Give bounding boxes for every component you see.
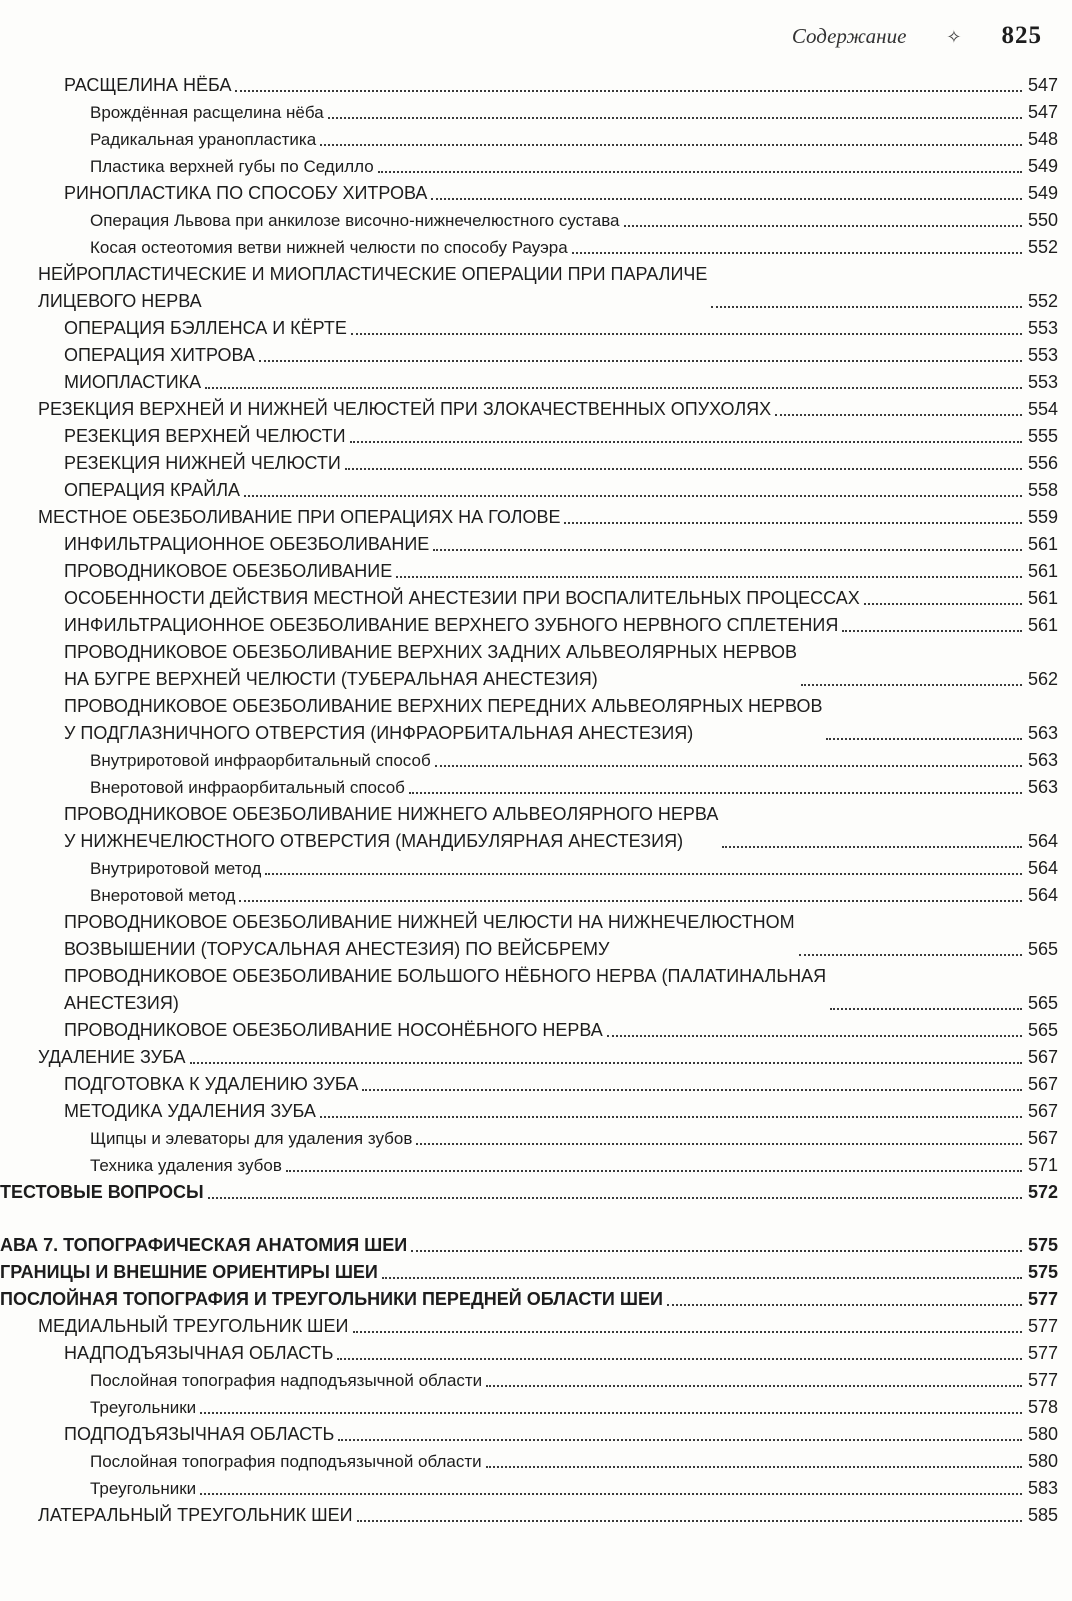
dot-leader [826, 738, 1021, 740]
dot-leader [200, 1493, 1022, 1495]
dot-leader [830, 1008, 1022, 1010]
dot-leader [259, 360, 1022, 362]
toc-entry-page: 559 [1027, 507, 1058, 527]
dot-leader [607, 1035, 1022, 1037]
dot-leader [411, 1250, 1022, 1252]
toc-entry-title: УДАЛЕНИЕ ЗУБА [38, 1047, 186, 1067]
toc-entry-page: 577 [1027, 1316, 1058, 1336]
toc-entry-page: 567 [1027, 1101, 1058, 1121]
toc-entry-title: МИОПЛАСТИКА [64, 372, 202, 392]
toc-entry-title: Пластика верхней губы по Седилло [90, 157, 374, 176]
toc-entry[interactable] [0, 1125, 1058, 1152]
toc-entry[interactable] [0, 747, 1058, 774]
dot-leader [320, 1116, 1022, 1118]
toc-entry-page: 577 [1027, 1289, 1058, 1309]
toc-entry-title: ПРОВОДНИКОВОЕ ОБЕЗБОЛИВАНИЕ НИЖНЕГО АЛЬВЕОЛЯРНОГО НЕРВА У НИЖНЕЧЕЛЮСТНОГО ОТВЕРСТИЯ (МАНДИБУЛЯРНАЯ АНЕСТЕЗИЯ) [64, 804, 719, 851]
toc-entry-title: Щипцы и элеваторы для удаления зубов [90, 1129, 413, 1148]
toc-entry-page: 548 [1027, 129, 1058, 149]
dot-leader [205, 387, 1022, 389]
toc-entry[interactable] [0, 1313, 1058, 1340]
toc-entry[interactable] [0, 774, 1058, 801]
toc-entry[interactable] [0, 963, 1058, 1017]
toc-entry-title: ПРОВОДНИКОВОЕ ОБЕЗБОЛИВАНИЕ ВЕРХНИХ ЗАДНИХ АЛЬВЕОЛЯРНЫХ НЕРВОВ НА БУГРЕ ВЕРХНЕЙ ЧЕЛЮСТИ (ТУБЕРАЛЬНАЯ АНЕСТЕЗИЯ) [64, 642, 797, 689]
toc-entry-title: РЕЗЕКЦИЯ ВЕРХНЕЙ И НИЖНЕЙ ЧЕЛЮСТЕЙ ПРИ ЗЛОКАЧЕСТВЕННЫХ ОПУХОЛЯХ [38, 399, 772, 419]
dot-leader [200, 1412, 1022, 1414]
toc-entry-page: 567 [1027, 1074, 1058, 1094]
toc-entry-page: 572 [1027, 1182, 1058, 1202]
toc-entry[interactable] [0, 1502, 1058, 1529]
toc-entry-page: 553 [1027, 345, 1058, 365]
toc-entry[interactable] [0, 504, 1058, 531]
page-number: 825 [1001, 22, 1042, 49]
toc-entry[interactable] [0, 1367, 1058, 1394]
dot-leader [244, 495, 1022, 497]
toc-entry[interactable] [0, 153, 1058, 180]
dot-leader [842, 630, 1022, 632]
toc-entry-title: ПРОВОДНИКОВОЕ ОБЕЗБОЛИВАНИЕ НИЖНЕЙ ЧЕЛЮСТИ НА НИЖНЕЧЕЛЮСТНОМ ВОЗВЫШЕНИИ (ТОРУСАЛЬНАЯ АНЕСТЕЗИЯ) ПО ВЕЙСБРЕМУ [64, 912, 795, 959]
toc-entry-page: 565 [1027, 1020, 1058, 1040]
toc-entry-page: 547 [1027, 102, 1058, 122]
dot-leader [345, 468, 1022, 470]
dot-leader [265, 873, 1022, 875]
toc-entry[interactable] [0, 1475, 1058, 1502]
dot-leader [396, 576, 1022, 578]
toc-entry-page: 563 [1027, 750, 1058, 770]
dot-leader [239, 900, 1021, 902]
toc-entry[interactable] [0, 1421, 1058, 1448]
toc-entry[interactable] [0, 531, 1058, 558]
dot-leader [337, 1358, 1022, 1360]
dot-leader [338, 1439, 1022, 1441]
toc-entry-title: Треугольники [90, 1479, 197, 1498]
dot-leader [431, 198, 1022, 200]
toc-entry[interactable] [0, 1179, 1058, 1206]
toc-entry-page: 553 [1027, 372, 1058, 392]
dot-leader [564, 522, 1021, 524]
toc-entry[interactable] [0, 450, 1058, 477]
toc-entry-title: ПОДГОТОВКА К УДАЛЕНИЮ ЗУБА [64, 1074, 359, 1094]
dot-leader [435, 765, 1022, 767]
toc-entry-title: МЕТОДИКА УДАЛЕНИЯ ЗУБА [64, 1101, 316, 1121]
toc-entry-title: Косая остеотомия ветви нижней челюсти по способу Рауэра [90, 238, 568, 257]
toc-entry-page: 564 [1027, 831, 1058, 851]
toc-entry[interactable] [0, 126, 1058, 153]
toc-entry-page: 562 [1027, 669, 1058, 689]
toc-entry-page: 561 [1027, 615, 1058, 635]
toc-entry-page: 563 [1027, 777, 1058, 797]
toc-entry-page: 556 [1027, 453, 1058, 473]
toc-entry[interactable] [0, 72, 1058, 99]
toc-entry-page: 552 [1027, 237, 1058, 257]
toc-entry[interactable] [0, 909, 1058, 963]
toc-entry-page: 575 [1027, 1262, 1058, 1282]
toc-entry[interactable] [0, 99, 1058, 126]
dot-leader [382, 1277, 1022, 1279]
toc-entry[interactable] [0, 1071, 1058, 1098]
toc-entry-page: 561 [1027, 534, 1058, 554]
toc-entry-title: ЛАТЕРАЛЬНЫЙ ТРЕУГОЛЬНИК ШЕИ [38, 1505, 353, 1525]
toc-entry-title: ОПЕРАЦИЯ КРАЙЛА [64, 480, 241, 500]
toc-entry-title: РИНОПЛАСТИКА ПО СПОСОБУ ХИТРОВА [64, 183, 428, 203]
dot-leader [190, 1062, 1022, 1064]
toc-entry-title: ИНФИЛЬТРАЦИОННОЕ ОБЕЗБОЛИВАНИЕ ВЕРХНЕГО ЗУБНОГО НЕРВНОГО СПЛЕТЕНИЯ [64, 615, 839, 635]
toc-entry-title: РЕЗЕКЦИЯ ВЕРХНЕЙ ЧЕЛЮСТИ [64, 426, 346, 446]
dot-leader [486, 1385, 1022, 1387]
toc-entry-page: 575 [1027, 1235, 1058, 1255]
dot-leader [350, 441, 1022, 443]
toc-entry-page: 561 [1027, 588, 1058, 608]
toc-entry[interactable] [0, 207, 1058, 234]
running-head: Содержание [791, 24, 907, 48]
toc-entry[interactable] [0, 369, 1058, 396]
toc-entry[interactable] [0, 1448, 1058, 1475]
toc-entry-page: 565 [1027, 993, 1058, 1013]
toc-entry[interactable] [0, 342, 1058, 369]
toc-entry[interactable] [0, 1340, 1058, 1367]
toc-entry-page: 549 [1027, 183, 1058, 203]
toc-entry-page: 577 [1027, 1343, 1058, 1363]
toc-entry-title: ПРОВОДНИКОВОЕ ОБЕЗБОЛИВАНИЕ ВЕРХНИХ ПЕРЕДНИХ АЛЬВЕОЛЯРНЫХ НЕРВОВ У ПОДГЛАЗНИЧНОГО ОТВЕРСТИЯ (ИНФРАОРБИТАЛЬНАЯ АНЕСТЕЗИЯ) [64, 696, 823, 743]
toc-entry-page: 583 [1027, 1478, 1058, 1498]
dot-leader [486, 1466, 1022, 1468]
toc-entry[interactable] [0, 396, 1058, 423]
toc-entry[interactable] [0, 1259, 1058, 1286]
toc-entry[interactable] [0, 261, 1058, 315]
toc-entry-page: 553 [1027, 318, 1058, 338]
toc-entry[interactable] [0, 315, 1058, 342]
dot-leader [328, 117, 1022, 119]
toc-entry-title: МЕСТНОЕ ОБЕЗБОЛИВАНИЕ ПРИ ОПЕРАЦИЯХ НА ГОЛОВЕ [38, 507, 561, 527]
toc-entry-title: Радикальная уранопластика [90, 130, 317, 149]
dot-leader [775, 414, 1022, 416]
dot-leader [320, 144, 1022, 146]
toc-entry[interactable] [0, 612, 1058, 639]
dot-leader [722, 846, 1022, 848]
toc-entry[interactable] [0, 693, 1058, 747]
dot-leader [208, 1197, 1022, 1199]
toc-entry-title: МЕДИАЛЬНЫЙ ТРЕУГОЛЬНИК ШЕИ [38, 1316, 349, 1336]
toc-entry-page: 571 [1027, 1155, 1058, 1175]
toc-entry[interactable] [0, 1394, 1058, 1421]
toc-entry-title: ТЕСТОВЫЕ ВОПРОСЫ [0, 1182, 204, 1202]
toc-entry[interactable] [0, 1017, 1058, 1044]
toc-entry-page: 563 [1027, 723, 1058, 743]
dot-leader [378, 171, 1022, 173]
table-of-contents [0, 72, 1058, 1529]
toc-entry[interactable] [0, 558, 1058, 585]
toc-entry[interactable] [0, 639, 1058, 693]
toc-entry-page: 554 [1027, 399, 1058, 419]
dot-leader [235, 90, 1021, 92]
toc-entry[interactable] [0, 423, 1058, 450]
section-gap [0, 1206, 1058, 1232]
dot-leader [801, 684, 1022, 686]
dot-leader [353, 1331, 1022, 1333]
toc-entry-title: РАСЩЕЛИНА НЁБА [64, 75, 232, 95]
toc-entry-page: 564 [1027, 858, 1058, 878]
toc-entry[interactable] [0, 234, 1058, 261]
toc-entry[interactable] [0, 1152, 1058, 1179]
toc-entry-page: 555 [1027, 426, 1058, 446]
toc-entry[interactable] [0, 477, 1058, 504]
dot-leader [362, 1089, 1022, 1091]
toc-entry[interactable] [0, 882, 1058, 909]
toc-entry-title: НАДПОДЪЯЗЫЧНАЯ ОБЛАСТЬ [64, 1343, 334, 1363]
toc-entry[interactable] [0, 1044, 1058, 1071]
toc-entry-title: Послойная топография подподъязычной области [90, 1452, 482, 1471]
toc-entry-title: Техника удаления зубов [90, 1156, 282, 1175]
dot-leader [667, 1304, 1022, 1306]
toc-entry-title: АВА 7. ТОПОГРАФИЧЕСКАЯ АНАТОМИЯ ШЕИ [0, 1235, 408, 1255]
toc-entry-title: ОСОБЕННОСТИ ДЕЙСТВИЯ МЕСТНОЙ АНЕСТЕЗИИ ПРИ ВОСПАЛИТЕЛЬНЫХ ПРОЦЕССАХ [64, 588, 860, 608]
toc-entry[interactable] [0, 1232, 1058, 1259]
toc-entry-title: ОПЕРАЦИЯ ХИТРОВА [64, 345, 255, 365]
dot-leader [572, 252, 1022, 254]
toc-entry-title: ПОДПОДЪЯЗЫЧНАЯ ОБЛАСТЬ [64, 1424, 335, 1444]
toc-entry-title: Внутриротовой метод [90, 859, 262, 878]
toc-entry-title: Операция Львова при анкилозе височно-нижнечелюстного сустава [90, 211, 620, 230]
toc-entry[interactable] [0, 1286, 1058, 1313]
dot-leader [357, 1520, 1022, 1522]
toc-entry-page: 580 [1027, 1424, 1058, 1444]
dot-leader [711, 306, 1022, 308]
dot-leader [416, 1143, 1022, 1145]
toc-entry-page: 567 [1027, 1128, 1058, 1148]
toc-entry-title: НЕЙРОПЛАСТИЧЕСКИЕ И МИОПЛАСТИЧЕСКИЕ ОПЕРАЦИИ ПРИ ПАРАЛИЧЕ ЛИЦЕВОГО НЕРВА [38, 264, 708, 311]
toc-entry-page: 578 [1027, 1397, 1058, 1417]
toc-entry-page: 577 [1027, 1370, 1058, 1390]
toc-entry-page: 565 [1027, 939, 1058, 959]
toc-entry-title: ОПЕРАЦИЯ БЭЛЛЕНСА И КЁРТЕ [64, 318, 347, 338]
toc-entry-title: ПРОВОДНИКОВОЕ ОБЕЗБОЛИВАНИЕ БОЛЬШОГО НЁБНОГО НЕРВА (ПАЛАТИНАЛЬНАЯ АНЕСТЕЗИЯ) [64, 966, 827, 1013]
toc-entry-title: Врождённая расщелина нёба [90, 103, 324, 122]
toc-entry-title: Внеротовой метод [90, 886, 236, 905]
toc-entry-title: Послойная топография надподъязычной области [90, 1371, 483, 1390]
toc-entry[interactable] [0, 180, 1058, 207]
dot-leader [433, 549, 1022, 551]
toc-entry-page: 561 [1027, 561, 1058, 581]
toc-entry-page: 550 [1027, 210, 1058, 230]
toc-entry-title: ПОСЛОЙНАЯ ТОПОГРАФИЯ И ТРЕУГОЛЬНИКИ ПЕРЕДНЕЙ ОБЛАСТИ ШЕИ [0, 1289, 663, 1309]
toc-entry[interactable] [0, 801, 1058, 855]
toc-entry-title: ИНФИЛЬТРАЦИОННОЕ ОБЕЗБОЛИВАНИЕ [64, 534, 430, 554]
dot-leader [864, 603, 1022, 605]
toc-entry-title: Внеротовой инфраорбитальный способ [90, 778, 405, 797]
toc-entry-title: ГРАНИЦЫ И ВНЕШНИЕ ОРИЕНТИРЫ ШЕИ [0, 1262, 378, 1282]
toc-entry-title: Треугольники [90, 1398, 197, 1417]
toc-entry-title: ПРОВОДНИКОВОЕ ОБЕЗБОЛИВАНИЕ [64, 561, 393, 581]
toc-entry-page: 567 [1027, 1047, 1058, 1067]
dot-leader [624, 225, 1022, 227]
dot-leader [409, 792, 1022, 794]
dot-leader [286, 1170, 1022, 1172]
toc-entry-title: ПРОВОДНИКОВОЕ ОБЕЗБОЛИВАНИЕ НОСОНЁБНОГО НЕРВА [64, 1020, 603, 1040]
toc-entry-page: 564 [1027, 885, 1058, 905]
toc-entry[interactable] [0, 855, 1058, 882]
ornament-icon: ✧ [946, 27, 962, 48]
toc-entry-page: 558 [1027, 480, 1058, 500]
dot-leader [799, 954, 1022, 956]
toc-entry-title: Внутриротовой инфраорбитальный способ [90, 751, 431, 770]
toc-entry-page: 549 [1027, 156, 1058, 176]
toc-entry-page: 580 [1027, 1451, 1058, 1471]
toc-entry-page: 552 [1027, 291, 1058, 311]
toc-entry-page: 585 [1027, 1505, 1058, 1525]
toc-entry-page: 547 [1027, 75, 1058, 95]
dot-leader [351, 333, 1022, 335]
toc-entry[interactable] [0, 585, 1058, 612]
toc-entry[interactable] [0, 1098, 1058, 1125]
toc-entry-title: РЕЗЕКЦИЯ НИЖНЕЙ ЧЕЛЮСТИ [64, 453, 341, 473]
page-header [792, 22, 1042, 50]
